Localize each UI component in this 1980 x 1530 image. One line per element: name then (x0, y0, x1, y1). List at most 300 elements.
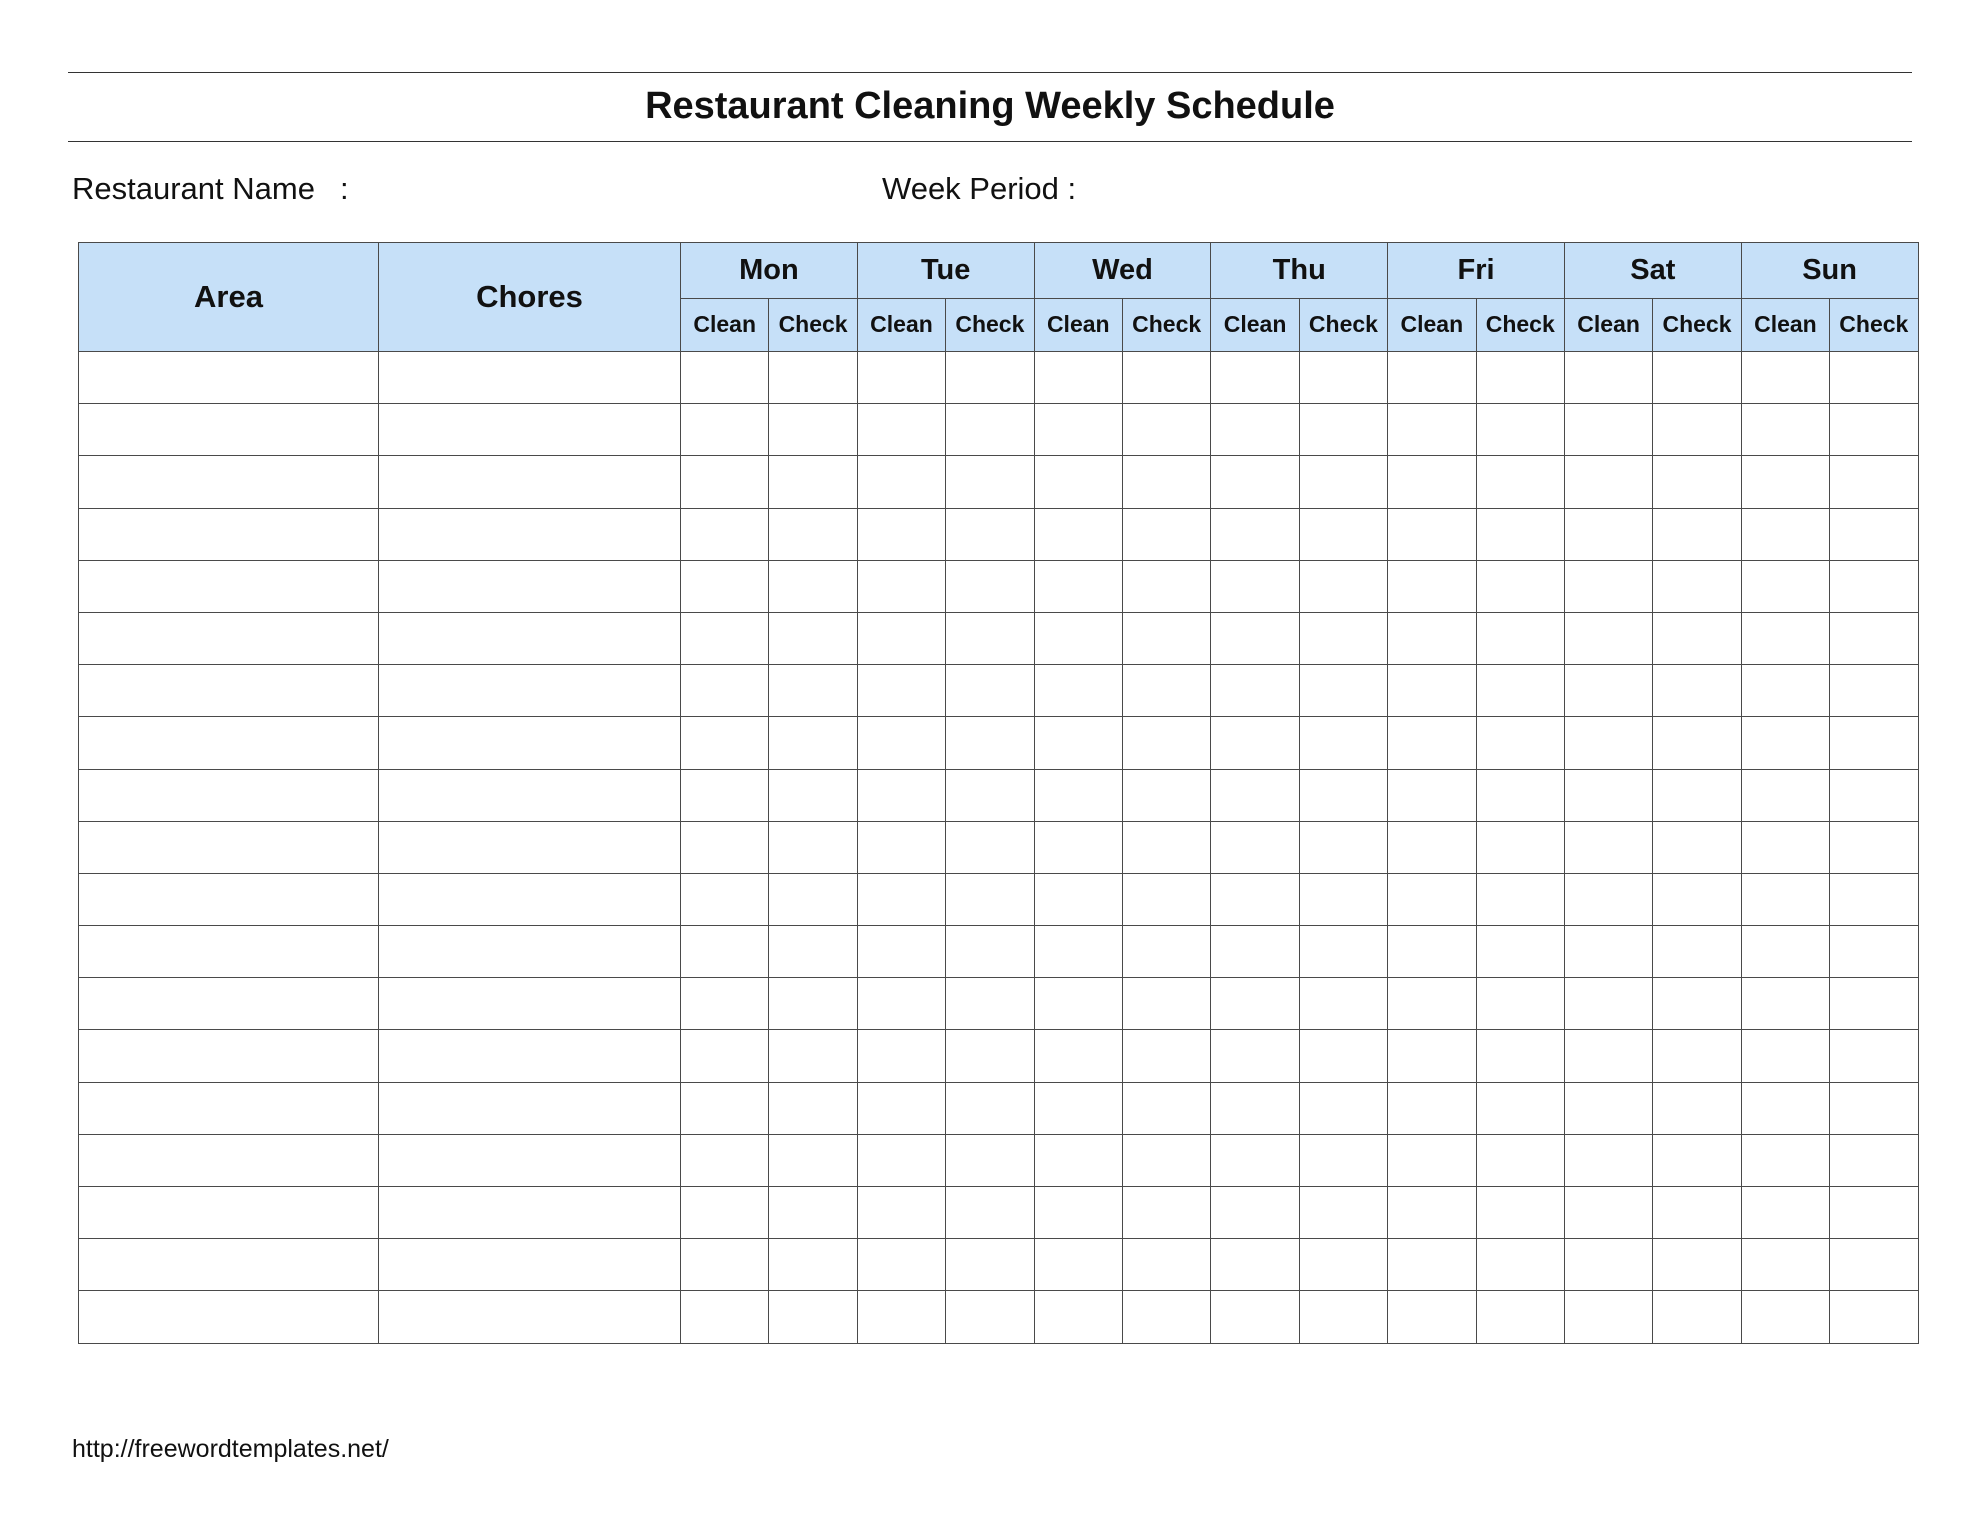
thu-check-cell[interactable] (1299, 508, 1387, 560)
thu-check-cell[interactable] (1299, 717, 1387, 769)
area-cell[interactable] (79, 769, 379, 821)
area-cell[interactable] (79, 612, 379, 664)
tue-clean-cell[interactable] (857, 404, 945, 456)
fri-check-cell[interactable] (1476, 717, 1564, 769)
sat-check-cell[interactable] (1653, 821, 1741, 873)
wed-clean-cell[interactable] (1034, 769, 1122, 821)
tue-clean-cell[interactable] (857, 1187, 945, 1239)
mon-check-cell[interactable] (769, 404, 857, 456)
fri-check-cell[interactable] (1476, 612, 1564, 664)
area-cell[interactable] (79, 352, 379, 404)
sun-check-cell[interactable] (1830, 508, 1918, 560)
area-cell[interactable] (79, 1134, 379, 1186)
sun-clean-cell[interactable] (1741, 769, 1829, 821)
fri-clean-cell[interactable] (1388, 717, 1476, 769)
chores-cell[interactable] (379, 1082, 681, 1134)
fri-check-cell[interactable] (1476, 926, 1564, 978)
mon-check-cell[interactable] (769, 1030, 857, 1082)
wed-clean-cell[interactable] (1034, 873, 1122, 925)
thu-check-cell[interactable] (1299, 1187, 1387, 1239)
sat-clean-cell[interactable] (1564, 665, 1652, 717)
wed-check-cell[interactable] (1122, 1239, 1210, 1291)
fri-check-cell[interactable] (1476, 1082, 1564, 1134)
wed-check-cell[interactable] (1122, 665, 1210, 717)
tue-clean-cell[interactable] (857, 717, 945, 769)
sun-check-cell[interactable] (1830, 1239, 1918, 1291)
sat-clean-cell[interactable] (1564, 821, 1652, 873)
mon-clean-cell[interactable] (681, 1134, 769, 1186)
sun-check-cell[interactable] (1830, 1030, 1918, 1082)
sat-check-cell[interactable] (1653, 1239, 1741, 1291)
area-cell[interactable] (79, 717, 379, 769)
sat-clean-cell[interactable] (1564, 717, 1652, 769)
fri-check-cell[interactable] (1476, 352, 1564, 404)
thu-clean-cell[interactable] (1211, 508, 1299, 560)
tue-clean-cell[interactable] (857, 978, 945, 1030)
sun-clean-cell[interactable] (1741, 456, 1829, 508)
mon-check-cell[interactable] (769, 1134, 857, 1186)
tue-check-cell[interactable] (946, 769, 1034, 821)
fri-check-cell[interactable] (1476, 769, 1564, 821)
sat-check-cell[interactable] (1653, 456, 1741, 508)
area-cell[interactable] (79, 665, 379, 717)
fri-clean-cell[interactable] (1388, 1082, 1476, 1134)
wed-clean-cell[interactable] (1034, 717, 1122, 769)
thu-clean-cell[interactable] (1211, 612, 1299, 664)
wed-check-cell[interactable] (1122, 873, 1210, 925)
tue-clean-cell[interactable] (857, 873, 945, 925)
sun-clean-cell[interactable] (1741, 717, 1829, 769)
mon-check-cell[interactable] (769, 873, 857, 925)
tue-check-cell[interactable] (946, 873, 1034, 925)
chores-cell[interactable] (379, 926, 681, 978)
sun-check-cell[interactable] (1830, 873, 1918, 925)
wed-check-cell[interactable] (1122, 1030, 1210, 1082)
mon-check-cell[interactable] (769, 352, 857, 404)
sat-check-cell[interactable] (1653, 1030, 1741, 1082)
mon-check-cell[interactable] (769, 1082, 857, 1134)
fri-clean-cell[interactable] (1388, 926, 1476, 978)
sun-check-cell[interactable] (1830, 717, 1918, 769)
thu-clean-cell[interactable] (1211, 717, 1299, 769)
wed-check-cell[interactable] (1122, 1134, 1210, 1186)
sun-clean-cell[interactable] (1741, 821, 1829, 873)
thu-check-cell[interactable] (1299, 1239, 1387, 1291)
mon-check-cell[interactable] (769, 508, 857, 560)
sun-check-cell[interactable] (1830, 665, 1918, 717)
mon-clean-cell[interactable] (681, 352, 769, 404)
mon-clean-cell[interactable] (681, 717, 769, 769)
mon-clean-cell[interactable] (681, 508, 769, 560)
wed-clean-cell[interactable] (1034, 1134, 1122, 1186)
sun-clean-cell[interactable] (1741, 1030, 1829, 1082)
wed-check-cell[interactable] (1122, 352, 1210, 404)
wed-check-cell[interactable] (1122, 1291, 1210, 1343)
fri-check-cell[interactable] (1476, 1291, 1564, 1343)
sat-clean-cell[interactable] (1564, 352, 1652, 404)
chores-cell[interactable] (379, 508, 681, 560)
thu-check-cell[interactable] (1299, 1030, 1387, 1082)
tue-clean-cell[interactable] (857, 926, 945, 978)
sun-check-cell[interactable] (1830, 926, 1918, 978)
chores-cell[interactable] (379, 665, 681, 717)
tue-clean-cell[interactable] (857, 508, 945, 560)
thu-clean-cell[interactable] (1211, 560, 1299, 612)
mon-clean-cell[interactable] (681, 404, 769, 456)
thu-clean-cell[interactable] (1211, 404, 1299, 456)
sat-clean-cell[interactable] (1564, 1239, 1652, 1291)
thu-check-cell[interactable] (1299, 769, 1387, 821)
sun-check-cell[interactable] (1830, 769, 1918, 821)
fri-clean-cell[interactable] (1388, 612, 1476, 664)
sat-check-cell[interactable] (1653, 560, 1741, 612)
mon-check-cell[interactable] (769, 769, 857, 821)
fri-clean-cell[interactable] (1388, 978, 1476, 1030)
fri-clean-cell[interactable] (1388, 1239, 1476, 1291)
sat-check-cell[interactable] (1653, 1082, 1741, 1134)
tue-clean-cell[interactable] (857, 769, 945, 821)
tue-check-cell[interactable] (946, 1291, 1034, 1343)
tue-clean-cell[interactable] (857, 1082, 945, 1134)
fri-check-cell[interactable] (1476, 821, 1564, 873)
chores-cell[interactable] (379, 978, 681, 1030)
fri-clean-cell[interactable] (1388, 1030, 1476, 1082)
sun-clean-cell[interactable] (1741, 1187, 1829, 1239)
chores-cell[interactable] (379, 821, 681, 873)
thu-check-cell[interactable] (1299, 1291, 1387, 1343)
area-cell[interactable] (79, 1030, 379, 1082)
thu-check-cell[interactable] (1299, 352, 1387, 404)
sat-check-cell[interactable] (1653, 769, 1741, 821)
mon-clean-cell[interactable] (681, 1239, 769, 1291)
wed-check-cell[interactable] (1122, 456, 1210, 508)
sun-clean-cell[interactable] (1741, 1239, 1829, 1291)
sun-check-cell[interactable] (1830, 352, 1918, 404)
mon-check-cell[interactable] (769, 612, 857, 664)
thu-clean-cell[interactable] (1211, 665, 1299, 717)
fri-check-cell[interactable] (1476, 456, 1564, 508)
mon-clean-cell[interactable] (681, 560, 769, 612)
wed-clean-cell[interactable] (1034, 612, 1122, 664)
fri-clean-cell[interactable] (1388, 560, 1476, 612)
mon-clean-cell[interactable] (681, 978, 769, 1030)
thu-check-cell[interactable] (1299, 1082, 1387, 1134)
chores-cell[interactable] (379, 1030, 681, 1082)
sun-clean-cell[interactable] (1741, 978, 1829, 1030)
wed-clean-cell[interactable] (1034, 560, 1122, 612)
thu-clean-cell[interactable] (1211, 821, 1299, 873)
wed-clean-cell[interactable] (1034, 978, 1122, 1030)
mon-clean-cell[interactable] (681, 769, 769, 821)
tue-check-cell[interactable] (946, 560, 1034, 612)
wed-check-cell[interactable] (1122, 821, 1210, 873)
mon-check-cell[interactable] (769, 560, 857, 612)
fri-check-cell[interactable] (1476, 404, 1564, 456)
sat-clean-cell[interactable] (1564, 1082, 1652, 1134)
sun-check-cell[interactable] (1830, 1291, 1918, 1343)
wed-clean-cell[interactable] (1034, 665, 1122, 717)
wed-check-cell[interactable] (1122, 769, 1210, 821)
tue-clean-cell[interactable] (857, 1239, 945, 1291)
mon-clean-cell[interactable] (681, 873, 769, 925)
chores-cell[interactable] (379, 456, 681, 508)
wed-clean-cell[interactable] (1034, 821, 1122, 873)
mon-check-cell[interactable] (769, 717, 857, 769)
fri-check-cell[interactable] (1476, 873, 1564, 925)
area-cell[interactable] (79, 560, 379, 612)
wed-check-cell[interactable] (1122, 404, 1210, 456)
tue-clean-cell[interactable] (857, 665, 945, 717)
thu-clean-cell[interactable] (1211, 352, 1299, 404)
sun-clean-cell[interactable] (1741, 1291, 1829, 1343)
fri-check-cell[interactable] (1476, 508, 1564, 560)
mon-clean-cell[interactable] (681, 1082, 769, 1134)
sun-clean-cell[interactable] (1741, 1082, 1829, 1134)
area-cell[interactable] (79, 1082, 379, 1134)
chores-cell[interactable] (379, 1291, 681, 1343)
mon-check-cell[interactable] (769, 665, 857, 717)
sun-check-cell[interactable] (1830, 978, 1918, 1030)
wed-clean-cell[interactable] (1034, 404, 1122, 456)
area-cell[interactable] (79, 1291, 379, 1343)
tue-check-cell[interactable] (946, 508, 1034, 560)
wed-clean-cell[interactable] (1034, 1187, 1122, 1239)
thu-check-cell[interactable] (1299, 665, 1387, 717)
fri-check-cell[interactable] (1476, 560, 1564, 612)
chores-cell[interactable] (379, 1187, 681, 1239)
thu-clean-cell[interactable] (1211, 978, 1299, 1030)
thu-check-cell[interactable] (1299, 560, 1387, 612)
sun-check-cell[interactable] (1830, 456, 1918, 508)
sat-clean-cell[interactable] (1564, 560, 1652, 612)
tue-clean-cell[interactable] (857, 1291, 945, 1343)
fri-check-cell[interactable] (1476, 665, 1564, 717)
sun-clean-cell[interactable] (1741, 352, 1829, 404)
sat-check-cell[interactable] (1653, 508, 1741, 560)
sat-check-cell[interactable] (1653, 926, 1741, 978)
mon-clean-cell[interactable] (681, 926, 769, 978)
fri-clean-cell[interactable] (1388, 404, 1476, 456)
fri-check-cell[interactable] (1476, 978, 1564, 1030)
tue-check-cell[interactable] (946, 978, 1034, 1030)
fri-clean-cell[interactable] (1388, 769, 1476, 821)
sat-check-cell[interactable] (1653, 612, 1741, 664)
area-cell[interactable] (79, 456, 379, 508)
wed-clean-cell[interactable] (1034, 1239, 1122, 1291)
chores-cell[interactable] (379, 612, 681, 664)
mon-check-cell[interactable] (769, 821, 857, 873)
thu-clean-cell[interactable] (1211, 1291, 1299, 1343)
sun-clean-cell[interactable] (1741, 508, 1829, 560)
tue-check-cell[interactable] (946, 1082, 1034, 1134)
mon-check-cell[interactable] (769, 926, 857, 978)
area-cell[interactable] (79, 404, 379, 456)
sun-check-cell[interactable] (1830, 1082, 1918, 1134)
area-cell[interactable] (79, 1239, 379, 1291)
footer-url-link[interactable]: http://freewordtemplates.net/ (72, 1435, 389, 1463)
chores-cell[interactable] (379, 769, 681, 821)
sat-clean-cell[interactable] (1564, 978, 1652, 1030)
sat-check-cell[interactable] (1653, 978, 1741, 1030)
area-cell[interactable] (79, 1187, 379, 1239)
wed-check-cell[interactable] (1122, 612, 1210, 664)
mon-clean-cell[interactable] (681, 456, 769, 508)
wed-clean-cell[interactable] (1034, 352, 1122, 404)
chores-cell[interactable] (379, 1134, 681, 1186)
tue-clean-cell[interactable] (857, 1030, 945, 1082)
sun-clean-cell[interactable] (1741, 560, 1829, 612)
wed-check-cell[interactable] (1122, 508, 1210, 560)
sun-check-cell[interactable] (1830, 1187, 1918, 1239)
tue-check-cell[interactable] (946, 717, 1034, 769)
sun-check-cell[interactable] (1830, 1134, 1918, 1186)
thu-check-cell[interactable] (1299, 612, 1387, 664)
fri-clean-cell[interactable] (1388, 508, 1476, 560)
fri-clean-cell[interactable] (1388, 352, 1476, 404)
sun-clean-cell[interactable] (1741, 404, 1829, 456)
sat-clean-cell[interactable] (1564, 769, 1652, 821)
wed-clean-cell[interactable] (1034, 926, 1122, 978)
thu-check-cell[interactable] (1299, 821, 1387, 873)
fri-clean-cell[interactable] (1388, 1187, 1476, 1239)
chores-cell[interactable] (379, 873, 681, 925)
wed-clean-cell[interactable] (1034, 1291, 1122, 1343)
mon-check-cell[interactable] (769, 1291, 857, 1343)
tue-check-cell[interactable] (946, 404, 1034, 456)
sat-check-cell[interactable] (1653, 1291, 1741, 1343)
sat-check-cell[interactable] (1653, 873, 1741, 925)
tue-check-cell[interactable] (946, 456, 1034, 508)
chores-cell[interactable] (379, 1239, 681, 1291)
sat-clean-cell[interactable] (1564, 1187, 1652, 1239)
sat-clean-cell[interactable] (1564, 1291, 1652, 1343)
area-cell[interactable] (79, 508, 379, 560)
wed-clean-cell[interactable] (1034, 508, 1122, 560)
mon-check-cell[interactable] (769, 456, 857, 508)
tue-check-cell[interactable] (946, 821, 1034, 873)
wed-check-cell[interactable] (1122, 978, 1210, 1030)
wed-clean-cell[interactable] (1034, 456, 1122, 508)
mon-clean-cell[interactable] (681, 1187, 769, 1239)
area-cell[interactable] (79, 821, 379, 873)
area-cell[interactable] (79, 926, 379, 978)
thu-check-cell[interactable] (1299, 978, 1387, 1030)
thu-clean-cell[interactable] (1211, 769, 1299, 821)
sun-clean-cell[interactable] (1741, 1134, 1829, 1186)
wed-check-cell[interactable] (1122, 1187, 1210, 1239)
mon-check-cell[interactable] (769, 978, 857, 1030)
tue-clean-cell[interactable] (857, 612, 945, 664)
fri-check-cell[interactable] (1476, 1030, 1564, 1082)
tue-check-cell[interactable] (946, 612, 1034, 664)
thu-clean-cell[interactable] (1211, 1239, 1299, 1291)
fri-clean-cell[interactable] (1388, 873, 1476, 925)
thu-clean-cell[interactable] (1211, 926, 1299, 978)
thu-clean-cell[interactable] (1211, 1134, 1299, 1186)
sat-check-cell[interactable] (1653, 665, 1741, 717)
sun-clean-cell[interactable] (1741, 665, 1829, 717)
sun-clean-cell[interactable] (1741, 873, 1829, 925)
mon-check-cell[interactable] (769, 1187, 857, 1239)
tue-check-cell[interactable] (946, 1030, 1034, 1082)
sat-clean-cell[interactable] (1564, 508, 1652, 560)
thu-clean-cell[interactable] (1211, 1030, 1299, 1082)
sat-clean-cell[interactable] (1564, 873, 1652, 925)
fri-clean-cell[interactable] (1388, 456, 1476, 508)
thu-check-cell[interactable] (1299, 1134, 1387, 1186)
tue-check-cell[interactable] (946, 1134, 1034, 1186)
mon-check-cell[interactable] (769, 1239, 857, 1291)
sat-check-cell[interactable] (1653, 404, 1741, 456)
wed-clean-cell[interactable] (1034, 1082, 1122, 1134)
sat-clean-cell[interactable] (1564, 1134, 1652, 1186)
chores-cell[interactable] (379, 717, 681, 769)
sat-clean-cell[interactable] (1564, 926, 1652, 978)
sat-check-cell[interactable] (1653, 1187, 1741, 1239)
area-cell[interactable] (79, 873, 379, 925)
wed-check-cell[interactable] (1122, 560, 1210, 612)
sat-check-cell[interactable] (1653, 717, 1741, 769)
mon-clean-cell[interactable] (681, 665, 769, 717)
sat-clean-cell[interactable] (1564, 404, 1652, 456)
wed-clean-cell[interactable] (1034, 1030, 1122, 1082)
sun-check-cell[interactable] (1830, 560, 1918, 612)
wed-check-cell[interactable] (1122, 1082, 1210, 1134)
tue-clean-cell[interactable] (857, 456, 945, 508)
wed-check-cell[interactable] (1122, 717, 1210, 769)
tue-clean-cell[interactable] (857, 560, 945, 612)
sat-clean-cell[interactable] (1564, 612, 1652, 664)
sat-clean-cell[interactable] (1564, 456, 1652, 508)
tue-check-cell[interactable] (946, 352, 1034, 404)
thu-check-cell[interactable] (1299, 456, 1387, 508)
wed-check-cell[interactable] (1122, 926, 1210, 978)
sun-check-cell[interactable] (1830, 821, 1918, 873)
thu-clean-cell[interactable] (1211, 873, 1299, 925)
mon-clean-cell[interactable] (681, 612, 769, 664)
fri-check-cell[interactable] (1476, 1134, 1564, 1186)
thu-check-cell[interactable] (1299, 873, 1387, 925)
chores-cell[interactable] (379, 404, 681, 456)
tue-check-cell[interactable] (946, 1239, 1034, 1291)
thu-clean-cell[interactable] (1211, 456, 1299, 508)
mon-clean-cell[interactable] (681, 1030, 769, 1082)
thu-clean-cell[interactable] (1211, 1082, 1299, 1134)
thu-check-cell[interactable] (1299, 404, 1387, 456)
sun-check-cell[interactable] (1830, 612, 1918, 664)
sun-clean-cell[interactable] (1741, 612, 1829, 664)
tue-clean-cell[interactable] (857, 821, 945, 873)
chores-cell[interactable] (379, 352, 681, 404)
fri-clean-cell[interactable] (1388, 821, 1476, 873)
fri-clean-cell[interactable] (1388, 1291, 1476, 1343)
area-cell[interactable] (79, 978, 379, 1030)
mon-clean-cell[interactable] (681, 1291, 769, 1343)
thu-check-cell[interactable] (1299, 926, 1387, 978)
thu-clean-cell[interactable] (1211, 1187, 1299, 1239)
chores-cell[interactable] (379, 560, 681, 612)
sat-check-cell[interactable] (1653, 1134, 1741, 1186)
fri-clean-cell[interactable] (1388, 665, 1476, 717)
tue-check-cell[interactable] (946, 926, 1034, 978)
sun-clean-cell[interactable] (1741, 926, 1829, 978)
tue-clean-cell[interactable] (857, 352, 945, 404)
tue-check-cell[interactable] (946, 665, 1034, 717)
sat-clean-cell[interactable] (1564, 1030, 1652, 1082)
fri-clean-cell[interactable] (1388, 1134, 1476, 1186)
tue-check-cell[interactable] (946, 1187, 1034, 1239)
fri-check-cell[interactable] (1476, 1239, 1564, 1291)
